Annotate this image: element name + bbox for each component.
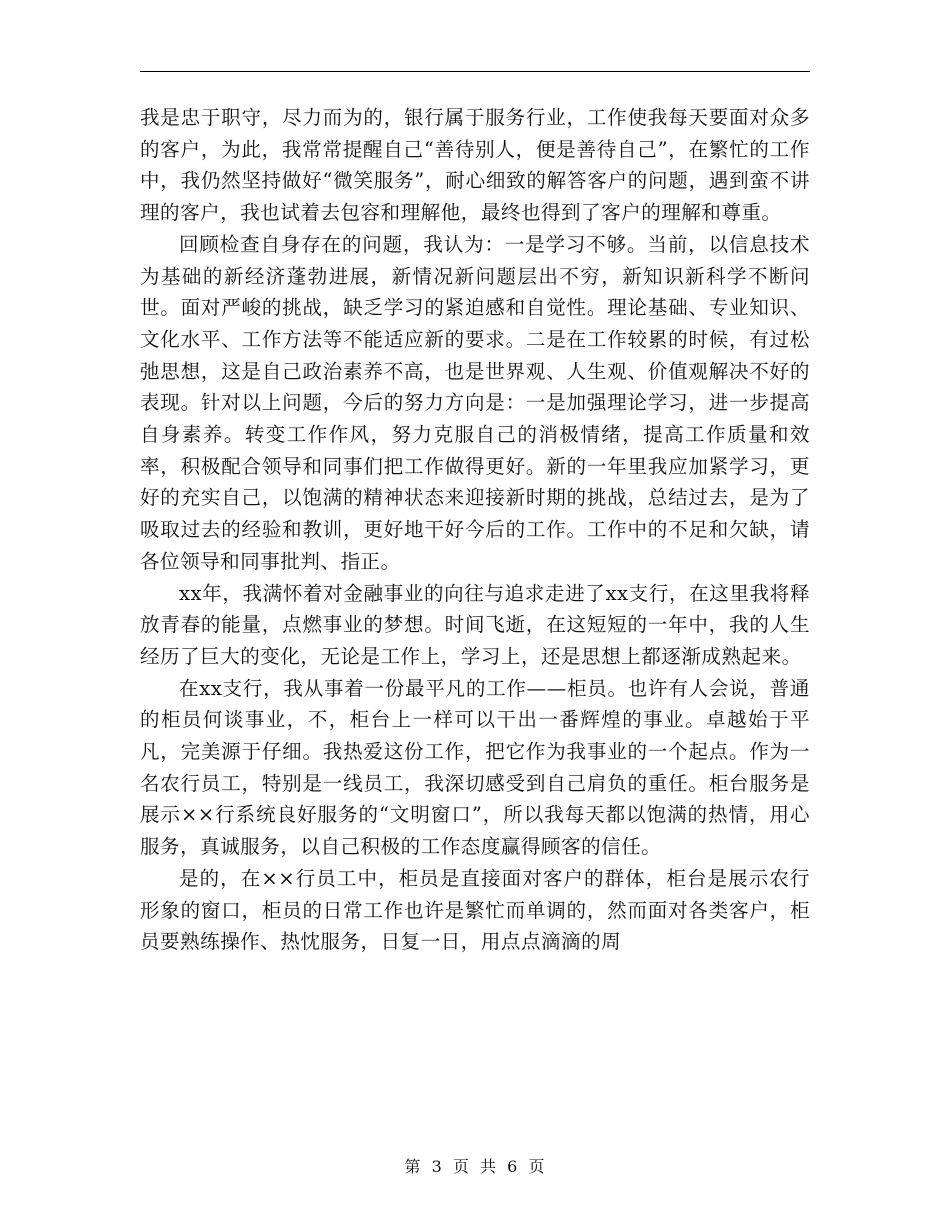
- paragraph-4: 在xx支行，我从事着一份最平凡的工作——柜员。也许有人会说，普通的柜员何谈事业，不，柜台上一样可以干出一番辉煌的事业。卓越始于平凡，完美源于仔细。我热爱这份工作，把它作为我事业的一个起点。作为一名农行员工，特别是一线员工，我深切感受到自己肩负的重任。柜台服务是展示××行系统良好服务的“文明窗口”，所以我每天都以饱满的热情，用心服务，真诚服务，以自己积极的工作态度赢得顾客的信任。: [140, 676, 810, 859]
- page-footer: [0, 1154, 950, 1177]
- footer-label-mid1: 页: [452, 1157, 470, 1176]
- paragraph-3: xx年，我满怀着对金融事业的向往与追求走进了xx支行，在这里我将释放青春的能量，点燃事业的梦想。时间飞逝，在这短短的一年中，我的人生经历了巨大的变化，无论是工作上，学习上，还是思想上都逐渐成熟起来。: [140, 581, 810, 668]
- footer-label-before: 第: [404, 1157, 422, 1176]
- footer-label-mid2: 共: [480, 1157, 498, 1176]
- total-pages-number: 6: [507, 1157, 519, 1176]
- footer-label-after: 页: [528, 1157, 546, 1176]
- current-page-number: 3: [431, 1157, 443, 1176]
- paragraph-5: 是的，在××行员工中，柜员是直接面对客户的群体，柜台是展示农行形象的窗口，柜员的日常工作也许是繁忙而单调的，然而面对各类客户，柜员要熟练操作、热忱服务，日复一日，用点点滴滴的周: [140, 866, 810, 954]
- paragraph-1: 我是忠于职守，尽力而为的，银行属于服务行业，工作使我每天要面对众多的客户，为此，我常常提醒自己“善待别人，便是善待自己”，在繁忙的工作中，我仍然坚持做好“微笑服务”，耐心细致的解答客户的问题，遇到蛮不讲理的客户，我也试着去包容和理解他，最终也得到了客户的理解和尊重。: [140, 106, 810, 225]
- body-text: [140, 102, 810, 958]
- paragraph-2: 回顾检查自身存在的问题，我认为：一是学习不够。当前，以信息技术为基础的新经济蓬勃进展，新情况新问题层出不穷，新知识新科学不断问世。面对严峻的挑战，缺乏学习的紧迫感和自觉性。理论基础、专业知识、文化水平、工作方法等不能适应新的要求。二是在工作较累的时候，有过松弛思想，这是自己政治素养不高，也是世界观、人生观、价值观解决不好的表现。针对以上问题，今后的努力方向是：一是加强理论学习，进一步提高自身素养。转变工作作风，努力克服自己的消极情绪，提高工作质量和效率，积极配合领导和同事们把工作做得更好。新的一年里我应加紧学习，更好的充实自己，以饱满的精神状态来迎接新时期的挑战，总结过去，是为了吸取过去的经验和教训，更好地干好今后的工作。工作中的不足和欠缺，请各位领导和同事批判、指正。: [140, 232, 810, 573]
- header-rule: [140, 71, 810, 72]
